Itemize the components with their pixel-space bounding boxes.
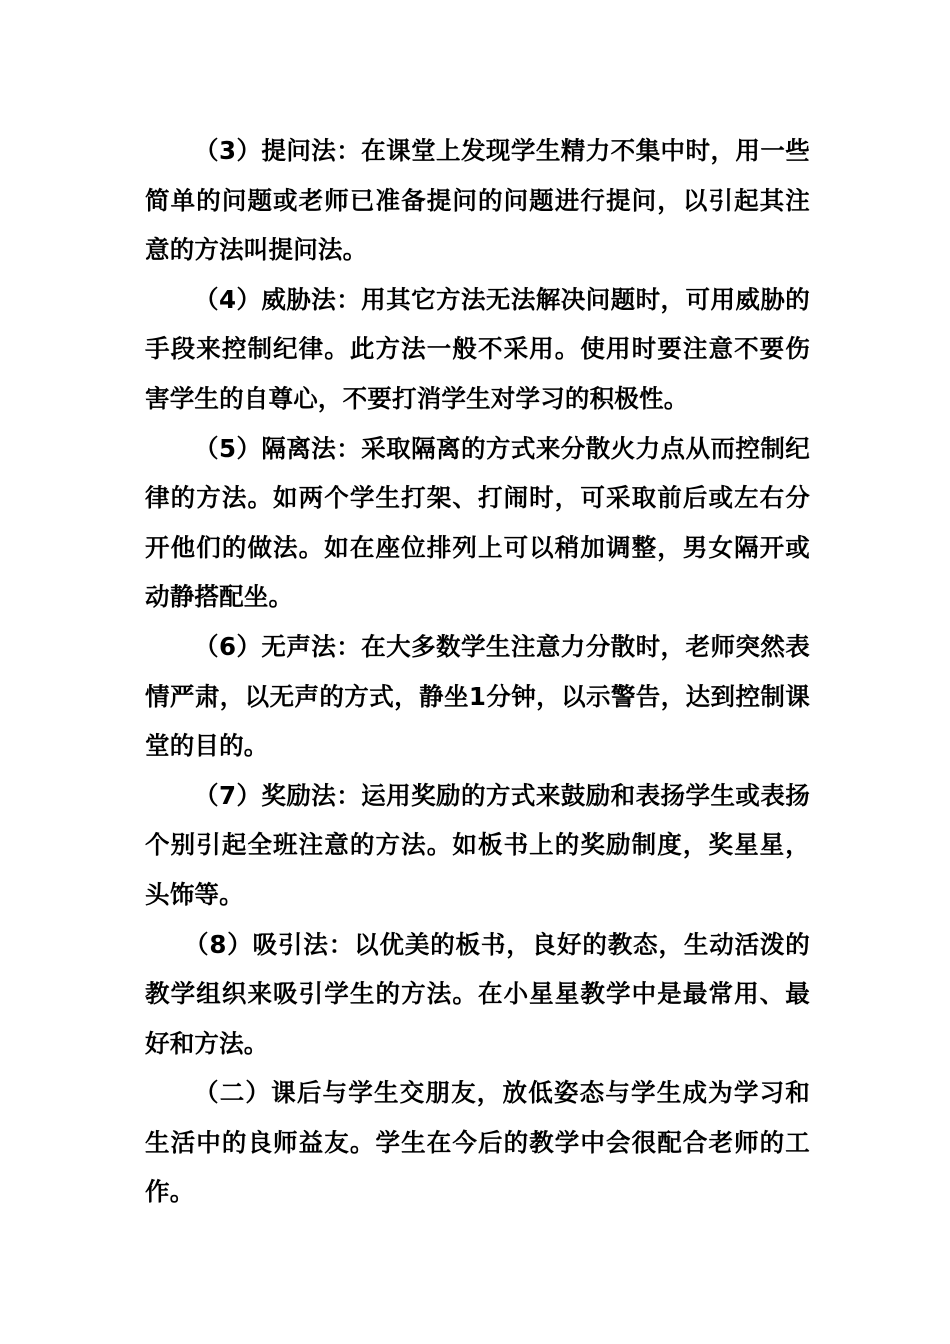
paragraph-after-class: （二）课后与学生交朋友，放低姿态与学生成为学习和生活中的良师益友。学生在今后的教学中会很配合老师的工作。 <box>145 1078 810 1207</box>
paragraph-reward-method: （7）奖励法：运用奖励的方式来鼓励和表扬学生或表扬个别引起全班注意的方法。如板书上的奖励制度，奖星星，头饰等。 <box>145 780 810 909</box>
paragraph-question-method: （3）提问法：在课堂上发现学生精力不集中时，用一些简单的问题或老师已准备提问的问题进行提问，以引起其注意的方法叫提问法。 <box>145 136 810 265</box>
paragraph-isolation-method: （5）隔离法：采取隔离的方式来分散火力点从而控制纪律的方法。如两个学生打架、打闹时，可采取前后或左右分开他们的做法。如在座位排列上可以稍加调整，男女隔开或动静搭配坐。 <box>145 433 810 612</box>
paragraph-silence-method: （6）无声法：在大多数学生注意力分散时，老师突然表情严肃，以无声的方式，静坐1分钟，以示警告，达到控制课堂的目的。 <box>145 631 810 761</box>
document-body <box>145 126 810 1217</box>
paragraph-attraction-method: （8）吸引法：以优美的板书，良好的教态，生动活泼的教学组织来吸引学生的方法。在小星星教学中是最常用、最好和方法。 <box>145 929 810 1058</box>
paragraph-threat-method: （4）威胁法：用其它方法无法解决问题时，可用威胁的手段来控制纪律。此方法一般不采用。使用时要注意不要伤害学生的自尊心，不要打消学生对学习的积极性。 <box>145 284 810 413</box>
